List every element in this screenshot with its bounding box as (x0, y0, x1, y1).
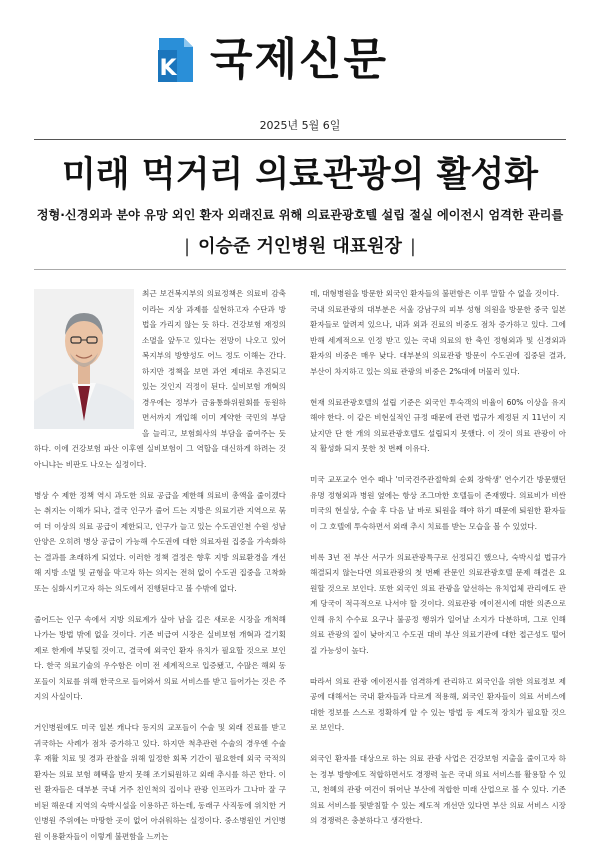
byline-name: 이승준 거인병원 대표원장 (198, 236, 402, 257)
byline-bar-left: | (184, 236, 191, 257)
byline-bar-right: | (409, 236, 416, 257)
divider (34, 139, 566, 140)
paragraph: 외국인 환자를 대상으로 하는 의료 관광 사업은 건강보험 지출을 줄이고자 하는 정부 방향에도 적합하면서도 경쟁력 높은 국내 의료 서비스를 활용할 수 있고, 천혜의 관광 여건이 뛰어난 부산에 적합한 미래 산업으로 볼 수 있다. 기존 의료 서비스를 뒷받침할 수 있는 제도적 개선만 있다면 부산 의료 서비스 시장의 경쟁력은 충분하다고 생각한다. (310, 754, 566, 825)
issue-date: 2025년 5월 6일 (259, 119, 341, 132)
newspaper-name: 국제신문 (210, 34, 389, 85)
subheadline: 정형·신경외과 분야 유망 외인 환자 외래진료 위해 의료관광호텔 설립 절실 에이전시 엄격한 관리를 (36, 208, 564, 222)
paragraph: 줄어드는 인구 속에서 지방 의료계가 살아 남을 길은 새로운 시장을 개척해 나가는 방법 밖에 없을 것이다. 기존 비급여 시장은 실비보험 개혁과 걸기획제로 한계에 부딪힐 것이고, 결국에 외국인 환자 유치가 필요할 것으로 보인다. 한국 의료기술의 우수함은 이미 전 세계적으로 입증됐고, 수많은 해외 동포들이 치료를 위해 한국으로 들어와서 의료 서비스를 받고 들어가는 것은 주지의 사실이다. (34, 614, 286, 701)
paragraph: 거인병원에도 미국 일본 캐나다 등지의 교포들이 수술 및 외래 진료를 받고 귀국하는 사례가 점차 증가하고 있다. 하지만 척추관련 수술의 경우엔 수술 후 재활 치료 및 경과 관찰을 위해 일정한 회복 기간이 필요한데 외국 국적의 환자는 의료 보험 혜택을 받지 못해 조기퇴원하고 외래 추시를 하곤 한다. 이런 환자들은 대부분 국내 거주 친인척의 집이나 관광 인프라가 그나마 잘 구비된 해운대 지역의 숙박시설을 이용하곤 하는데, 동래구 사직동에 위치한 거인병원 주위에는 마땅한 곳이 없어 아쉬워하는 실정이다. 중소병원인 거인병원 이용환자들이 이렇게 불편함을 느끼는 (34, 723, 286, 841)
article-column-right (310, 286, 566, 829)
paragraph: 데, 대형병원을 방문한 외국인 환자들의 불편함은 이루 말할 수 없을 것이다. (310, 289, 560, 298)
logo-letter: K (159, 56, 177, 81)
paragraph: 비록 3년 전 부산 서구가 의료관광특구로 선정되긴 했으나, 숙박시설 법규가 해결되지 않는다면 의료관광의 첫 번째 관문인 의료관광호텔 문제 해결은 요원할 것으로 보인다. 또한 외국인 의료 관광을 알선하는 유치업체 관리에도 관계 당국이 적극적으로 나서야 할 것이다. 의료관광 에이전시에 대한 의존으로 인해 유치 수수료 요구나 불공정 행위가 일어날 소지가 다분하며, 그로 인해 의료 관광의 질이 낮아지고 수도권 대비 부산 의료기관에 대한 접근성도 떨어질 가능성이 높다. (310, 552, 566, 655)
author-portrait (34, 289, 134, 429)
paragraph: 따라서 의료 관광 에이전시를 엄격하게 관리하고 외국인을 위한 의료정보 제공에 대해서는 국내 환자들과 다르게 적용해, 외국인 환자들이 의료 서비스에 대한 정보를 스스로 정확하게 알 수 있는 방법 등 제도적 장치가 필요할 것으로 보인다. (310, 676, 566, 732)
newspaper-logo-icon (155, 38, 195, 84)
paragraph: 최근 보건복지부의 의료정책은 의료비 감축이라는 지상 과제를 실현하고자 수단과 방법을 가리지 않는 듯 하다. 건강보험 재정의 소멸을 앞두고 있다는 전망이 나오고 있어 복지부의 방향성도 어느 정도 이해는 간다. 하지만 정책을 보면 과연 제대로 추진되고 있는 것인지 걱정이 된다. 실비보험 개혁의 경우에는 정부가 금융통화위원회를 동원하면서까지 개입해 이미 계약한 국민의 부담을 늘리고, 보험회사의 부담을 줄여주는 듯하다. 이에 건강보험 파산 이후엔 실비보험이 그 역할을 대신하게 하려는 것 아니냐는 비판도 나오는 실정이다. (34, 289, 286, 469)
paragraph: 미국 교포교수 연수 때나 '미국견주관절학회 순회 장학생' 연수기간 방문했던 유명 정형외과 병원 옆에는 항상 조그마한 호텔들이 존재했다. 의료비가 비싼 미국의 현실상, 수술 후 다음 날 바로 퇴원을 해야 하기 때문에 퇴원한 환자들이 그 호텔에 투숙하면서 외래 추시 치료를 받는 모습을 볼 수 있었다. (310, 475, 566, 531)
paragraph: 병상 수 제한 정책 역시 과도한 의료 공급을 제한해 의료비 총액을 줄이겠다는 취지는 이해가 되나, 결국 인구가 줄어 드는 지방은 의료기관 지역으로 묶여 더 이상의 의료 공급이 제한되고, 인구가 늘고 있는 수도권인천 수원 성남 안양은 오히려 병상 공급이 가능해 수도권에 대한 의료자원 집중을 가속화하는 결과를 초래하게 되었다. 이러한 정책 결정은 향후 지방 의료환경을 개선해 지방 소멸 및 균형을 막고자 하는 의지는 전혀 없이 수도권 집중을 고착화 또는 심화시키고자 하는 의도에서 진행된다고 볼 수밖에 없다. (34, 490, 286, 593)
article-column-left (34, 286, 286, 844)
divider (34, 269, 566, 270)
masthead (0, 36, 600, 84)
headline: 미래 먹거리 의료관광의 활성화 (61, 155, 539, 195)
paragraph: 현재 의료관광호텔의 설립 기준은 외국인 투숙객의 비율이 60% 이상을 유지해야 한다. 이 같은 비현실적인 규정 때문에 관련 법규가 제정된 지 11년이 지났지만 단 한 개의 의료관광호텔도 설립되지 못했다. 이 것이 의료 관광이 아직 활성화 되지 못한 첫 번째 이유다. (310, 397, 566, 453)
byline (0, 232, 600, 262)
paragraph: 국내 의료관광의 대부분은 서울 강남구의 피부 성형 의원을 방문한 중국 일본 환자들로 알려져 있으나, 내과 외과 진료의 비중도 점차 증가하고 있다. 그에 반해 세계적으로 인정 받고 있는 국내 의료의 한 축인 정형외과 및 신경외과 환자의 비중은 매우 낮다. 대부분의 의료관광 방문이 수도권에 집중된 결과, 부산이 차지하고 있는 의료 관광의 비중은 2%대에 머물러 있다. (310, 304, 566, 376)
